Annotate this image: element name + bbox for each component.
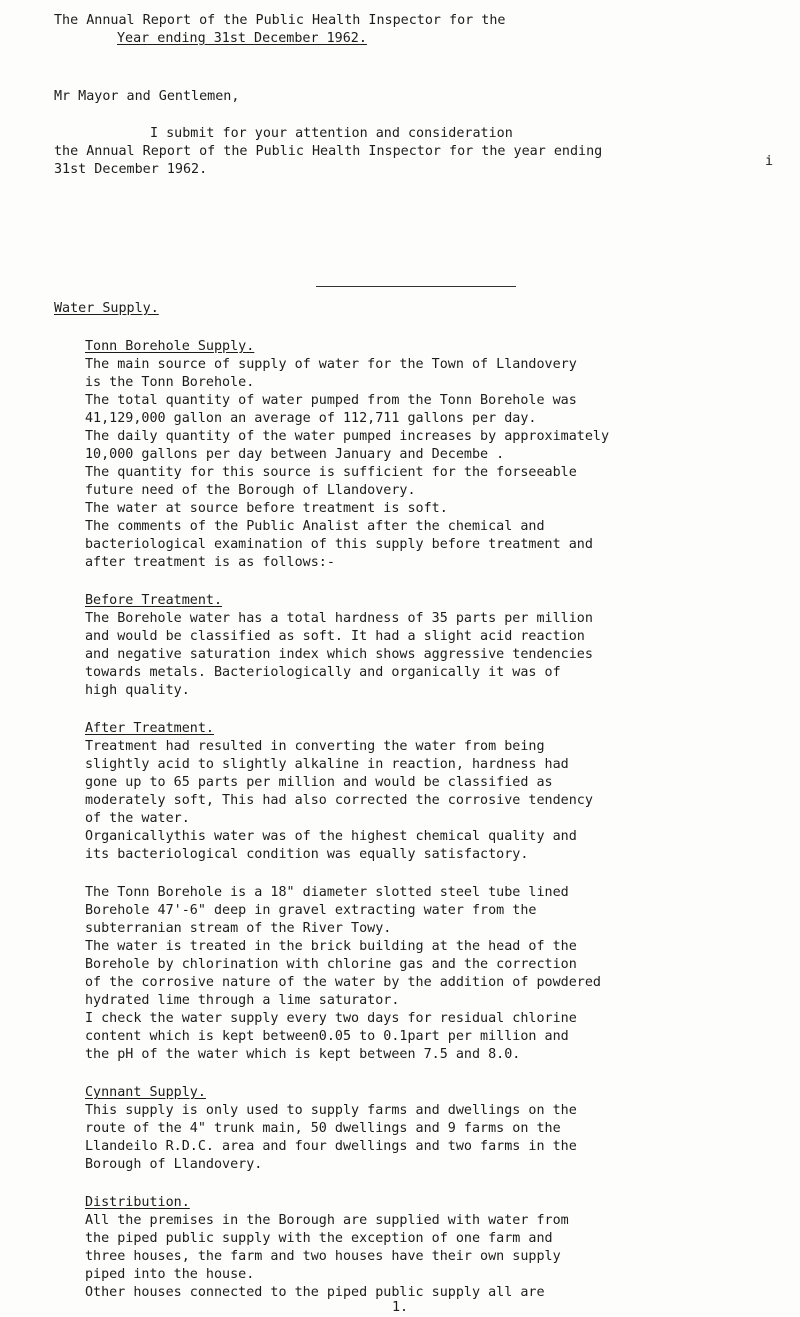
- distribution-line: piped into the house.: [85, 1267, 255, 1282]
- distribution-line: the piped public supply with the exception of one farm and: [85, 1231, 553, 1246]
- report-subtitle: Year ending 31st December 1962.: [117, 31, 367, 46]
- after-line: moderately soft, This had also corrected the corrosive tendency: [85, 793, 593, 808]
- before-line: and would be classified as soft. It had a slight acid reaction: [85, 629, 585, 644]
- salutation: Mr Mayor and Gentlemen,: [54, 89, 240, 104]
- tonn-line: The total quantity of water pumped from the Tonn Borehole was: [85, 393, 577, 408]
- tonn-heading: Tonn Borehole Supply.: [85, 339, 255, 354]
- intro-line: the Annual Report of the Public Health Inspector for the year ending: [54, 144, 603, 159]
- before-line: high quality.: [85, 683, 190, 698]
- borehole-line: the pH of the water which is kept between 7.5 and 8.0.: [85, 1047, 521, 1062]
- borehole-line: Borehole 47'-6" deep in gravel extracting water from the: [85, 903, 537, 918]
- before-line: towards metals. Bacteriologically and organically it was of: [85, 665, 561, 680]
- tonn-line: bacteriological examination of this supply before treatment and: [85, 537, 593, 552]
- report-title: The Annual Report of the Public Health Inspector for the: [54, 13, 506, 28]
- borehole-line: Borehole by chlorination with chlorine gas and the correction: [85, 957, 577, 972]
- intro-line: I submit for your attention and consideration: [150, 126, 513, 141]
- cynnant-line: route of the 4" trunk main, 50 dwellings and 9 farms on the: [85, 1121, 561, 1136]
- distribution-line: Other houses connected to the piped public supply all are: [85, 1285, 545, 1300]
- after-treatment-heading: After Treatment.: [85, 721, 214, 736]
- tonn-line: is the Tonn Borehole.: [85, 375, 255, 390]
- after-line: slightly acid to slightly alkaline in reaction, hardness had: [85, 757, 569, 772]
- tonn-line: The water at source before treatment is soft.: [85, 501, 448, 516]
- distribution-line: three houses, the farm and two houses have their own supply: [85, 1249, 561, 1264]
- cynnant-heading: Cynnant Supply.: [85, 1085, 206, 1100]
- tonn-line: 10,000 gallons per day between January and Decembe .: [85, 447, 505, 462]
- margin-mark: i: [765, 154, 774, 169]
- borehole-line: of the corrosive nature of the water by the addition of powdered: [85, 975, 601, 990]
- water-supply-heading: Water Supply.: [54, 301, 159, 316]
- tonn-line: The comments of the Public Analist after the chemical and: [85, 519, 545, 534]
- borehole-line: The water is treated in the brick building at the head of the: [85, 939, 577, 954]
- intro-line: 31st December 1962.: [54, 162, 208, 177]
- tonn-line: future need of the Borough of Llandovery.: [85, 483, 416, 498]
- distribution-heading: Distribution.: [85, 1195, 190, 1210]
- distribution-line: All the premises in the Borough are supplied with water from: [85, 1213, 569, 1228]
- cynnant-line: Borough of Llandovery.: [85, 1157, 263, 1172]
- before-treatment-heading: Before Treatment.: [85, 593, 223, 608]
- before-line: and negative saturation index which shows aggressive tendencies: [85, 647, 593, 662]
- tonn-line: after treatment is as follows:-: [85, 555, 335, 570]
- before-line: The Borehole water has a total hardness of 35 parts per million: [85, 611, 593, 626]
- tonn-line: 41,129,000 gallon an average of 112,711 gallons per day.: [85, 411, 537, 426]
- tonn-line: The daily quantity of the water pumped increases by approximately: [85, 429, 610, 444]
- cynnant-line: Llandeilo R.D.C. area and four dwellings and two farms in the: [85, 1139, 577, 1154]
- after-line: its bacteriological condition was equally satisfactory.: [85, 847, 529, 862]
- cynnant-line: This supply is only used to supply farms and dwellings on the: [85, 1103, 577, 1118]
- after-line: Treatment had resulted in converting the water from being: [85, 739, 545, 754]
- borehole-line: I check the water supply every two days for residual chlorine: [85, 1011, 577, 1026]
- borehole-line: hydrated lime through a lime saturator.: [85, 993, 400, 1008]
- borehole-line: The Tonn Borehole is a 18" diameter slotted steel tube lined: [85, 885, 569, 900]
- page-number: 1.: [391, 1300, 409, 1315]
- tonn-line: The quantity for this source is sufficient for the forseeable: [85, 465, 577, 480]
- borehole-line: subterranian stream of the River Towy.: [85, 921, 392, 936]
- after-line: Organicallythis water was of the highest chemical quality and: [85, 829, 577, 844]
- divider-rule: [316, 286, 516, 287]
- after-line: of the water.: [85, 811, 190, 826]
- tonn-line: The main source of supply of water for the Town of Llandovery: [85, 357, 577, 372]
- after-line: gone up to 65 parts per million and would be classified as: [85, 775, 553, 790]
- borehole-line: content which is kept between0.05 to 0.1part per million and: [85, 1029, 569, 1044]
